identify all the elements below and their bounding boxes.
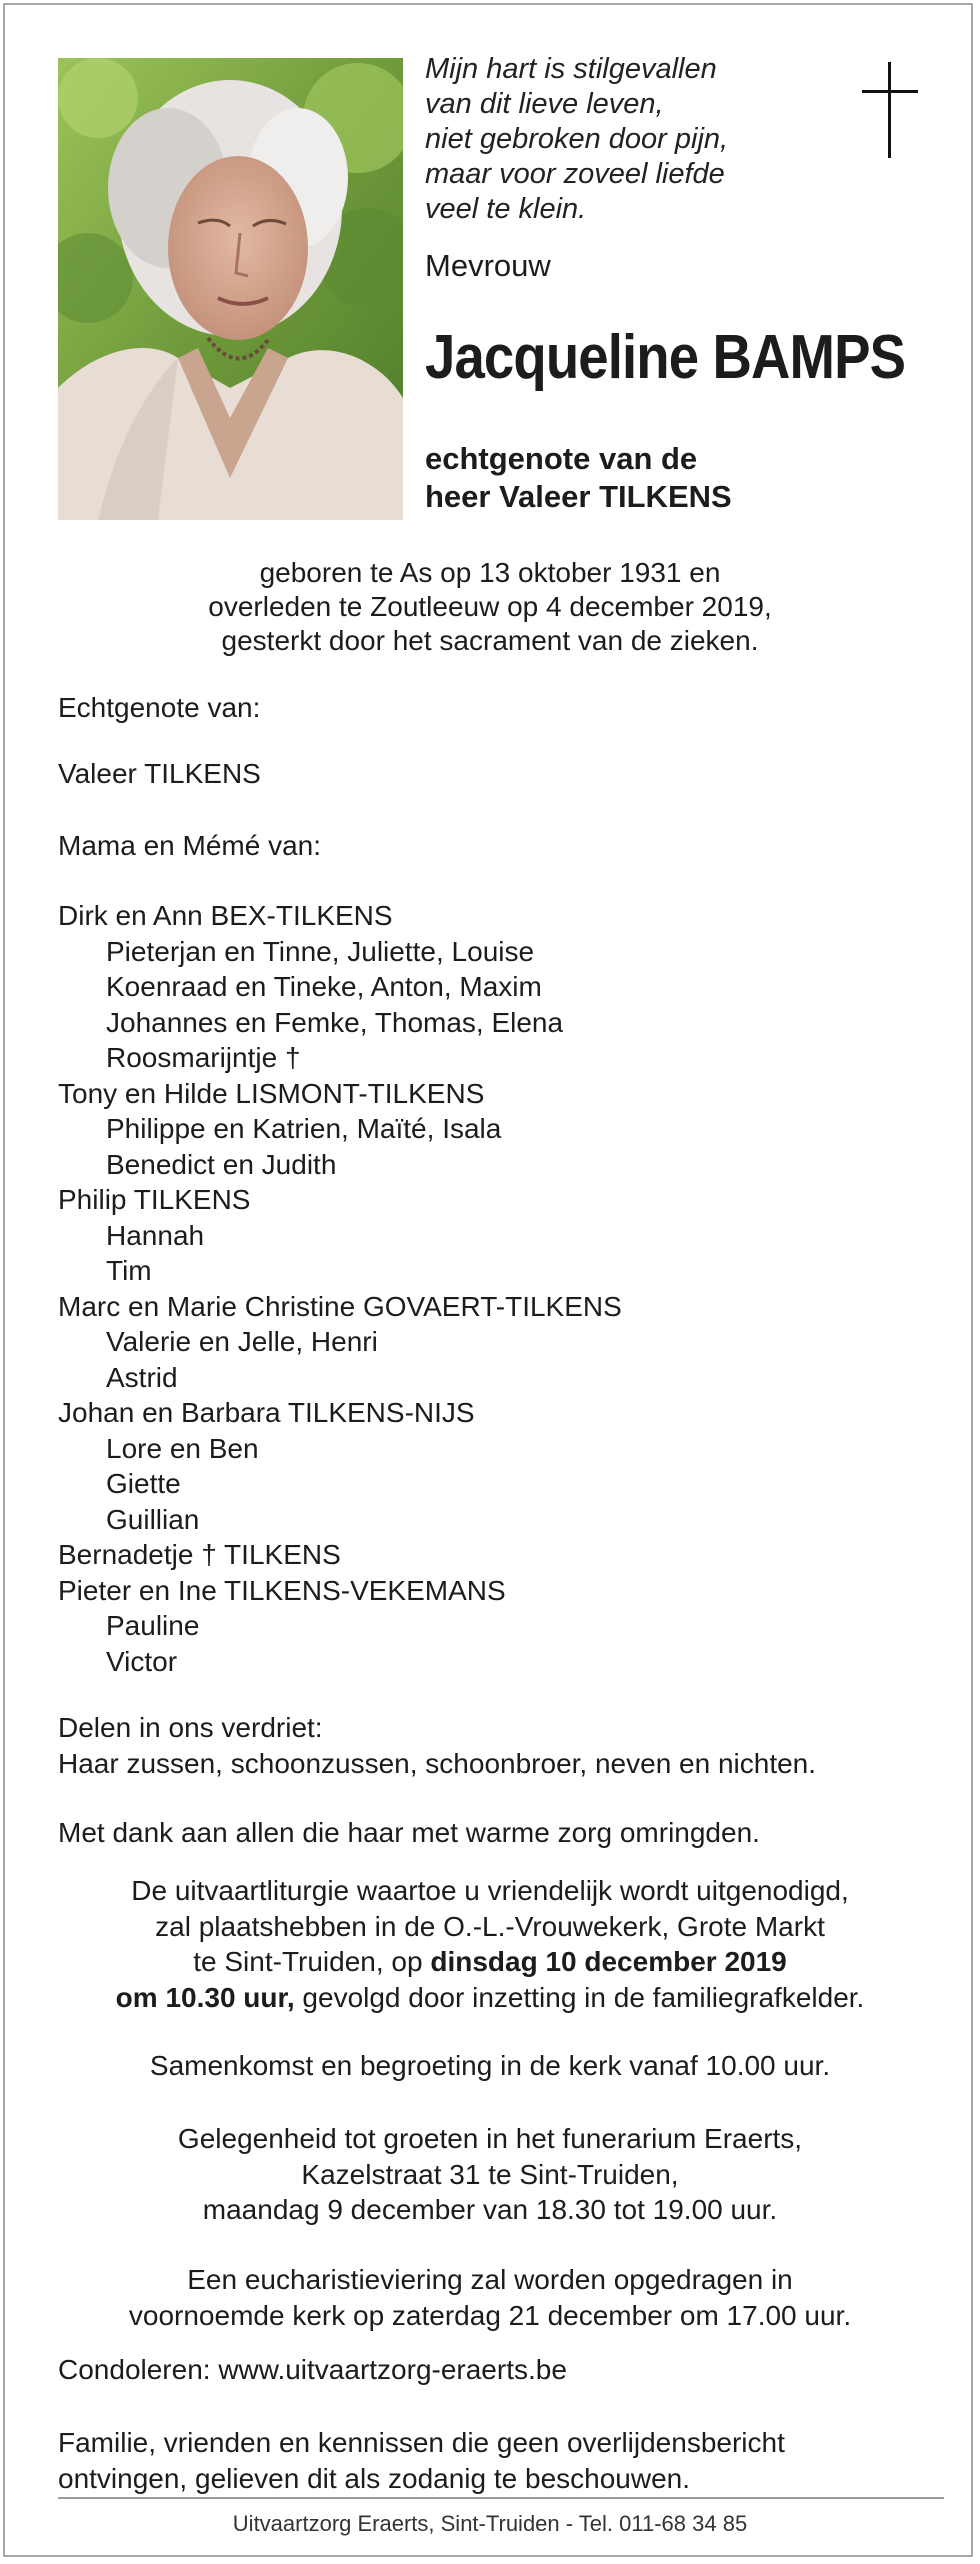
mass-line: Een eucharistieviering zal worden opgedragen in: [187, 2264, 793, 2295]
funeral-line: [0, 1980, 980, 2016]
family-member: Pauline: [106, 1610, 200, 1641]
birth-death-line: gesterkt door het sacrament van de zieken.: [221, 625, 759, 656]
viewing-line: maandag 9 december van 18.30 tot 19.00 uur.: [202, 2194, 778, 2225]
family-member: Roosmarijntje †: [106, 1042, 301, 1073]
condolences-text: Condoleren: www.uitvaartzorg-eraerts.be: [58, 2354, 567, 2385]
poem-line: Mijn hart is stilgevallen: [425, 53, 717, 85]
closing-line: ontvingen, gelieven dit als zodanig te beschouwen.: [58, 2462, 690, 2494]
family-list: [58, 898, 622, 1679]
mass-line: voornoemde kerk op zaterdag 21 december om 17.00 uur.: [128, 2299, 852, 2331]
family-member: Hannah: [106, 1219, 205, 1251]
mass-info: [0, 2262, 980, 2333]
footer: Uitvaartzorg Eraerts, Sint-Truiden - Tel. 011-68 34 85: [232, 2511, 748, 2536]
family-member: Astrid: [106, 1361, 178, 1393]
family-member: Philip TILKENS: [58, 1184, 251, 1215]
funeral-info: [0, 1873, 980, 2015]
family-member: Bernadetje † TILKENS: [58, 1539, 341, 1570]
thanks-text: Met dank aan allen die haar met warme zorg omringden.: [58, 1817, 760, 1848]
viewing-line: Kazelstraat 31 te Sint-Truiden,: [301, 2158, 679, 2190]
family-member: Marc en Marie Christine GOVAERT-TILKENS: [58, 1290, 622, 1322]
family-member: Philippe en Katrien, Maïté, Isala: [106, 1113, 502, 1144]
spouse-title-line: echtgenote van de: [425, 441, 698, 476]
family-member: Tim: [106, 1255, 152, 1286]
closing-line: Familie, vrienden en kennissen die geen overlijdensbericht: [58, 2427, 785, 2458]
family-member: Victor: [106, 1645, 178, 1677]
funeral-line: [0, 1944, 980, 1980]
funeral-line: De uitvaartliturgie waartoe u vriendelijk wordt uitgenodigd,: [131, 1875, 849, 1906]
grief-text: Haar zussen, schoonzussen, schoonbroer, neven en nichten.: [58, 1747, 817, 1779]
family-member: Pieterjan en Tinne, Juliette, Louise: [106, 935, 535, 967]
gathering-text: Samenkomst en begroeting in de kerk vanaf 10.00 uur.: [149, 2050, 831, 2081]
poem-line: maar voor zoveel liefde: [425, 158, 725, 190]
funeral-text: gevolgd door inzetting in de familiegrafkelder.: [294, 1981, 865, 2013]
family-member: Tony en Hilde LISMONT-TILKENS: [58, 1077, 485, 1109]
family-member: Benedict en Judith: [106, 1148, 337, 1180]
poem-line: van dit lieve leven,: [425, 88, 664, 120]
spouse-title: [425, 440, 732, 516]
poem-line: niet gebroken door pijn,: [425, 123, 729, 155]
funeral-date: dinsdag 10 december 2019: [430, 1946, 787, 1977]
birth-death-info: [0, 556, 980, 658]
children-heading: Mama en Mémé van:: [58, 830, 321, 861]
family-member: Giette: [106, 1468, 181, 1499]
portrait-photo: [58, 58, 403, 520]
funeral-line: zal plaatshebben in de O.-L.-Vrouwekerk, Grote Markt: [155, 1910, 825, 1942]
salutation: Mevrouw: [425, 248, 551, 283]
funeral-time: om 10.30 uur,: [115, 1981, 295, 2013]
family-member: Johan en Barbara TILKENS-NIJS: [58, 1397, 475, 1428]
closing-text: [58, 2425, 785, 2496]
family-member: Pieter en Ine TILKENS-VEKEMANS: [58, 1574, 506, 1606]
family-member: Valerie en Jelle, Henri: [106, 1326, 378, 1357]
spouse-name: Valeer TILKENS: [58, 758, 261, 789]
poem: [425, 52, 728, 227]
family-member: Koenraad en Tineke, Anton, Maxim: [106, 971, 542, 1002]
birth-death-line: geboren te As op 13 oktober 1931 en: [259, 557, 721, 588]
spouse-heading: Echtgenote van:: [58, 692, 261, 723]
grief-section: [58, 1710, 816, 1781]
family-member: Lore en Ben: [106, 1432, 259, 1464]
footer-divider: [58, 2497, 944, 2499]
viewing-line: Gelegenheid tot groeten in het funerarium Eraerts,: [177, 2123, 803, 2154]
family-member: Dirk en Ann BEX-TILKENS: [58, 900, 393, 931]
family-member: Johannes en Femke, Thomas, Elena: [106, 1006, 564, 1038]
viewing-info: [0, 2121, 980, 2228]
birth-death-line: overleden te Zoutleeuw op 4 december 2019,: [208, 591, 772, 622]
grief-heading: Delen in ons verdriet:: [58, 1712, 323, 1743]
family-member: Guillian: [106, 1503, 200, 1535]
funeral-text: te Sint-Truiden, op: [193, 1946, 431, 1977]
poem-line: veel te klein.: [425, 193, 587, 225]
spouse-title-line: heer Valeer TILKENS: [425, 479, 732, 514]
deceased-name: Jacqueline BAMPS: [425, 323, 906, 392]
cross-icon: [862, 62, 918, 162]
